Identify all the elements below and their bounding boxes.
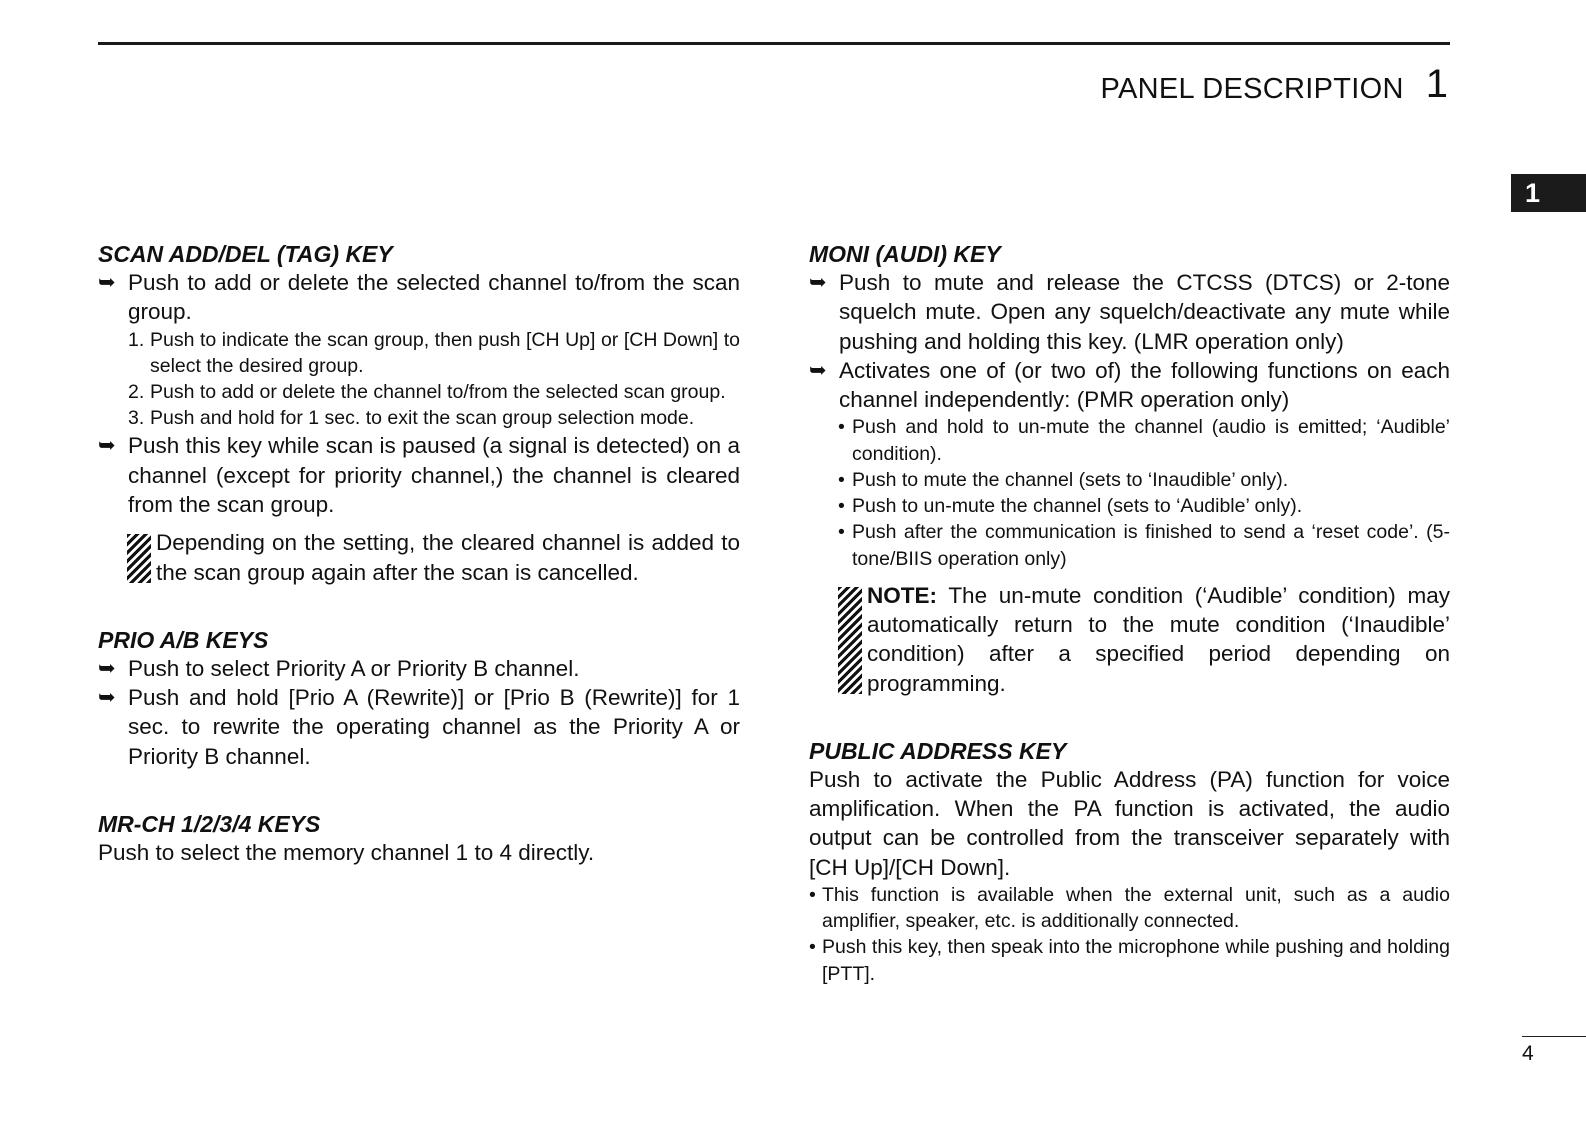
arrow-icon: ➥ xyxy=(98,434,116,458)
note-stripe-icon xyxy=(838,587,862,694)
bullet-text: Activates one of (or two of) the following functions on each channel independently: (PMR operation only) xyxy=(839,357,1450,413)
dot-text: Push this key, then speak into the microphone while pushing and holding [PTT]. xyxy=(822,936,1450,985)
bullet-dot-icon: • xyxy=(838,468,845,491)
bullet-dot-icon: • xyxy=(838,416,845,439)
dot-item xyxy=(809,882,1450,934)
bullet-dot-icon: • xyxy=(838,521,845,544)
bullet-item xyxy=(809,268,1450,356)
dot-item xyxy=(809,467,1450,493)
public-address-text: Push to activate the Public Address (PA) function for voice amplification. When the PA function is activated, the audio output can be controlled from the transceiver separately with [CH Up]/[CH Down]. xyxy=(809,766,1450,880)
dot-text: This function is available when the external unit, such as a audio amplifier, speaker, etc. is additionally connected. xyxy=(822,884,1450,933)
dot-text: Push to mute the channel (sets to ‘Inaudible’ only). xyxy=(852,468,1289,491)
note-text: The un-mute condition (‘Audible’ condition) may automatically return to the mute condition (‘Inaudible’ condition) after a specified period depending on programming. xyxy=(867,582,1450,696)
chapter-tab: 1 xyxy=(1511,174,1586,212)
bullet-item xyxy=(98,654,740,683)
dot-text: Push to un-mute the channel (sets to ‘Audible’ only). xyxy=(852,495,1303,518)
page-header xyxy=(1101,62,1448,106)
bullet-text: Push to add or delete the selected channel to/from the scan group. xyxy=(128,270,740,325)
bullet-dot-icon: • xyxy=(838,495,845,518)
step-number: 2. xyxy=(128,381,145,403)
arrow-icon: ➥ xyxy=(98,686,116,710)
mr-ch-keys-heading: MR-CH 1/2/3/4 KEYS xyxy=(98,811,321,838)
scan-add-del-heading: SCAN ADD/DEL (TAG) KEY xyxy=(98,241,393,267)
numbered-step xyxy=(98,379,740,405)
arrow-icon: ➥ xyxy=(809,358,827,382)
page-number: 4 xyxy=(1522,1042,1534,1065)
note-label: NOTE: xyxy=(867,582,937,608)
prio-keys-heading: PRIO A/B KEYS xyxy=(98,626,269,653)
dot-item xyxy=(809,414,1450,466)
bullet-text: Push to select Priority A or Priority B channel. xyxy=(128,655,580,681)
bullet-text: Push and hold [Prio A (Rewrite)] or [Prio B (Rewrite)] for 1 sec. to rewrite the operating channel as the Priority A or Priority B channel. xyxy=(128,685,740,769)
dot-item xyxy=(809,519,1450,571)
right-column xyxy=(809,240,1450,987)
note-stripe-icon xyxy=(127,534,151,583)
bullet-dot-icon: • xyxy=(809,884,816,907)
bullet-item xyxy=(809,356,1450,415)
bullet-item xyxy=(98,268,740,327)
bullet-dot-icon: • xyxy=(809,936,816,959)
bullet-text: Push to mute and release the CTCSS (DTCS) or 2-tone squelch mute. Open any squelch/deactivate any mute while pushing and holding this key. (LMR operation only) xyxy=(839,270,1450,354)
step-number: 1. xyxy=(128,328,145,351)
left-column xyxy=(98,240,740,867)
dot-item xyxy=(809,934,1450,986)
arrow-icon: ➥ xyxy=(809,271,827,294)
dot-text: Push after the communication is finished to send a ‘reset code’. (5-tone/BIIS operation only) xyxy=(852,521,1450,570)
numbered-step xyxy=(98,405,740,431)
page-number-rule xyxy=(1522,1036,1586,1037)
bullet-item xyxy=(98,431,740,519)
dot-item xyxy=(809,493,1450,519)
note-box xyxy=(838,581,1450,698)
arrow-icon: ➥ xyxy=(98,271,116,294)
public-address-heading: PUBLIC ADDRESS KEY xyxy=(809,737,1067,764)
numbered-step xyxy=(98,327,740,379)
arrow-icon: ➥ xyxy=(98,656,116,680)
step-text: Push and hold for 1 sec. to exit the scan group selection mode. xyxy=(150,407,695,430)
note-box xyxy=(127,528,740,587)
chapter-number: 1 xyxy=(1425,62,1448,106)
bullet-item xyxy=(98,683,740,771)
mr-ch-text: Push to select the memory channel 1 to 4 directly. xyxy=(98,840,595,866)
bullet-text: Push this key while scan is paused (a signal is detected) on a channel (except for priority channel,) the channel is cleared from the scan group. xyxy=(128,433,740,517)
moni-audi-heading: MONI (AUDI) KEY xyxy=(809,241,1001,267)
top-rule xyxy=(98,42,1450,45)
step-text: Push to add or delete the channel to/from the selected scan group. xyxy=(150,381,726,403)
dot-text: Push and hold to un-mute the channel (audio is emitted; ‘Audible’ condition). xyxy=(852,416,1450,465)
header-title: PANEL DESCRIPTION xyxy=(1100,73,1404,105)
note-text: Depending on the setting, the cleared channel is added to the scan group again after the scan is cancelled. xyxy=(156,530,740,585)
step-number: 3. xyxy=(128,407,145,430)
step-text: Push to indicate the scan group, then push [CH Up] or [CH Down] to select the desired group. xyxy=(150,328,740,377)
